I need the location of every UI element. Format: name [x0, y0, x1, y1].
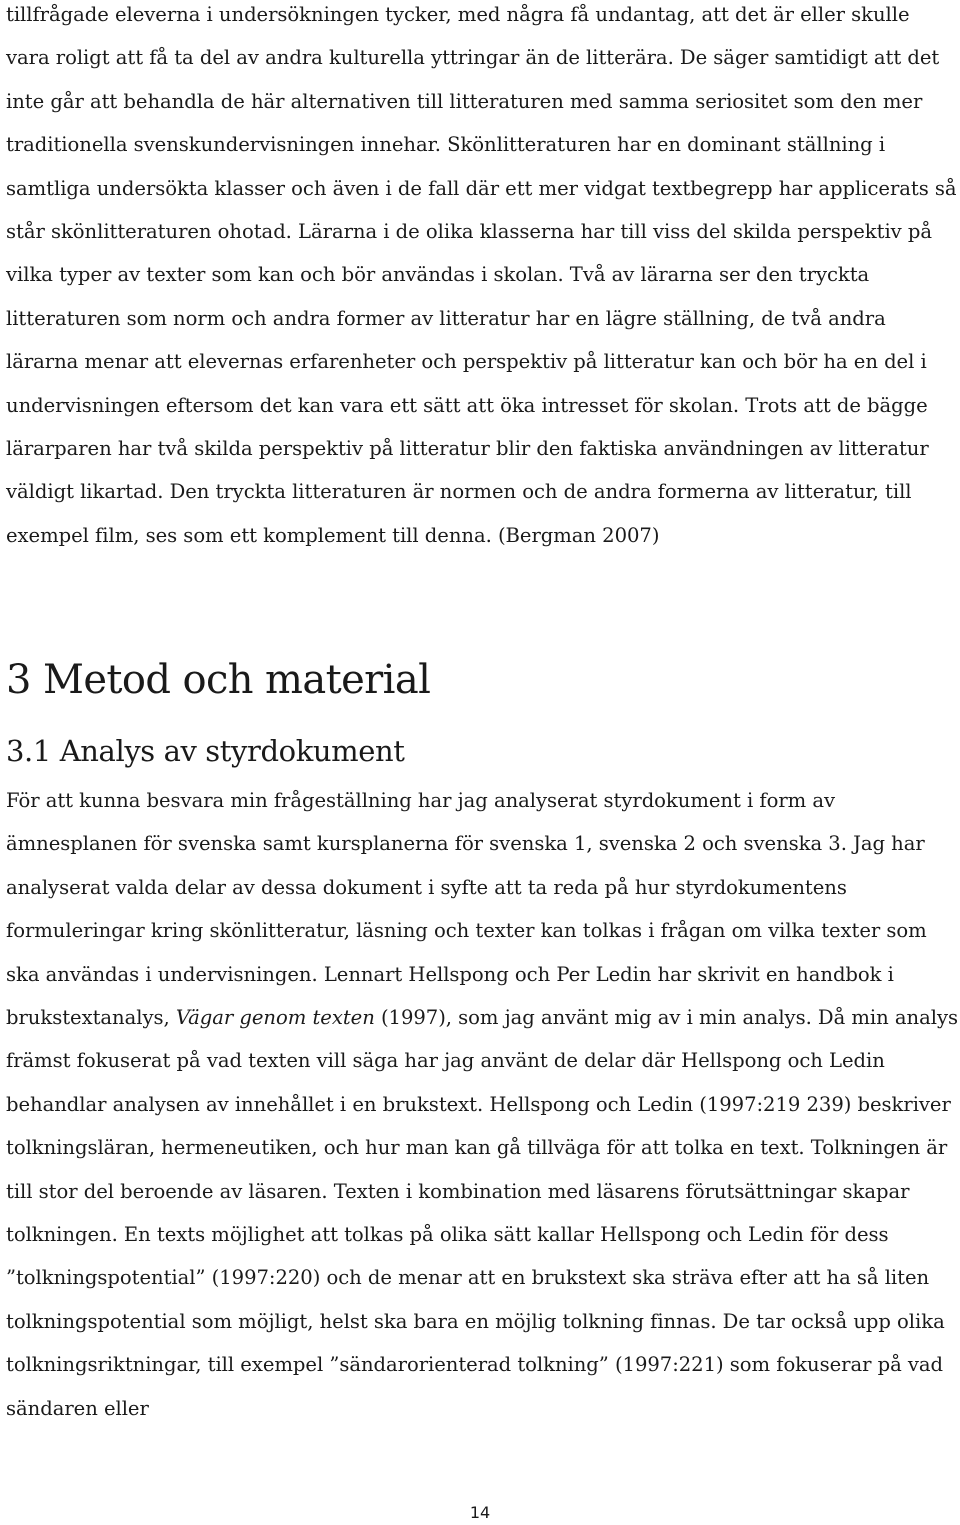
section-body	[6, 779, 958, 1430]
page-number: 14	[469, 1503, 491, 1522]
method-text-part-2: (1997), som jag använt mig av i min analys. Då min analys främst fokuserat på vad texten vill säga har jag använt de delar där Hellspong och Ledin behandlar analysen av innehållet i en brukstext. Hellspong och Ledin (1997:219 239) beskriver tolkningsläran, hermeneutiken, och hur man kan gå tillväga för att tolka en text. Tolkningen är till stor del beroende av läsaren. Texten i kombination med läsarens förutsättningar skapar tolkningen. En texts möjlighet att tolkas på olika sätt kallar Hellspong och Ledin för dess ”tolkningspotential” (1997:220) och de menar att en brukstext ska sträva efter att ha så liten tolkningspotential som möjligt, helst ska bara en möjlig tolkning finnas. De tar också upp olika tolkningsriktningar, till exempel ”sändarorienterad tolkning” (1997:221) som fokuserar på vad sändaren eller	[6, 1006, 958, 1420]
section-heading: 3.1 Analys av styrdokument	[6, 734, 405, 768]
method-text-part-1: För att kunna besvara min frågeställning har jag analyserat styrdokument i form av ämnesplanen för svenska samt kursplanerna för svenska 1, svenska 2 och svenska 3. Jag har analyserat valda delar av dessa dokument i syfte att ta reda på hur styrdokumentens formuleringar kring skönlitteratur, läsning och texter kan tolkas i frågan om vilka texter som ska användas i undervisningen. Lennart Hellspong och Per Ledin har skrivit en handbok i brukstextanalys,	[6, 789, 927, 1030]
method-paragraph	[6, 779, 958, 1430]
intro-paragraph: tillfrågade eleverna i undersökningen tycker, med några få undantag, att det är eller skulle vara roligt att få ta del av andra kulturella yttringar än de litterära. De säger samtidigt att det inte går att behandla de här alternativen till litteraturen med samma seriositet som den mer traditionella svenskundervisningen innehar. Skönlitteraturen har en dominant ställning i samtliga undersökta klasser och även i de fall där ett mer vidgat textbegrepp har applicerats så står skönlitteraturen ohotad. Lärarna i de olika klasserna har till viss del skilda perspektiv på vilka typer av texter som kan och bör användas i skolan. Två av lärarna ser den tryckta litteraturen som norm och andra former av litteratur har en lägre ställning, de två andra lärarna menar att elevernas erfarenheter och perspektiv på litteratur kan och bör ha en del i undervisningen eftersom det kan vara ett sätt att öka intresset för skolan. Trots att de bägge lärarparen har två skilda perspektiv på litteratur blir den faktiska användningen av litteratur väldigt likartad. Den tryckta litteraturen är normen och de andra formerna av litteratur, till exempel film, ses som ett komplement till denna. (Bergman 2007)	[6, 3, 957, 547]
document-page	[6, 0, 958, 1420]
chapter-heading: 3 Metod och material	[6, 657, 431, 703]
book-title: Vägar genom texten	[175, 1006, 375, 1030]
